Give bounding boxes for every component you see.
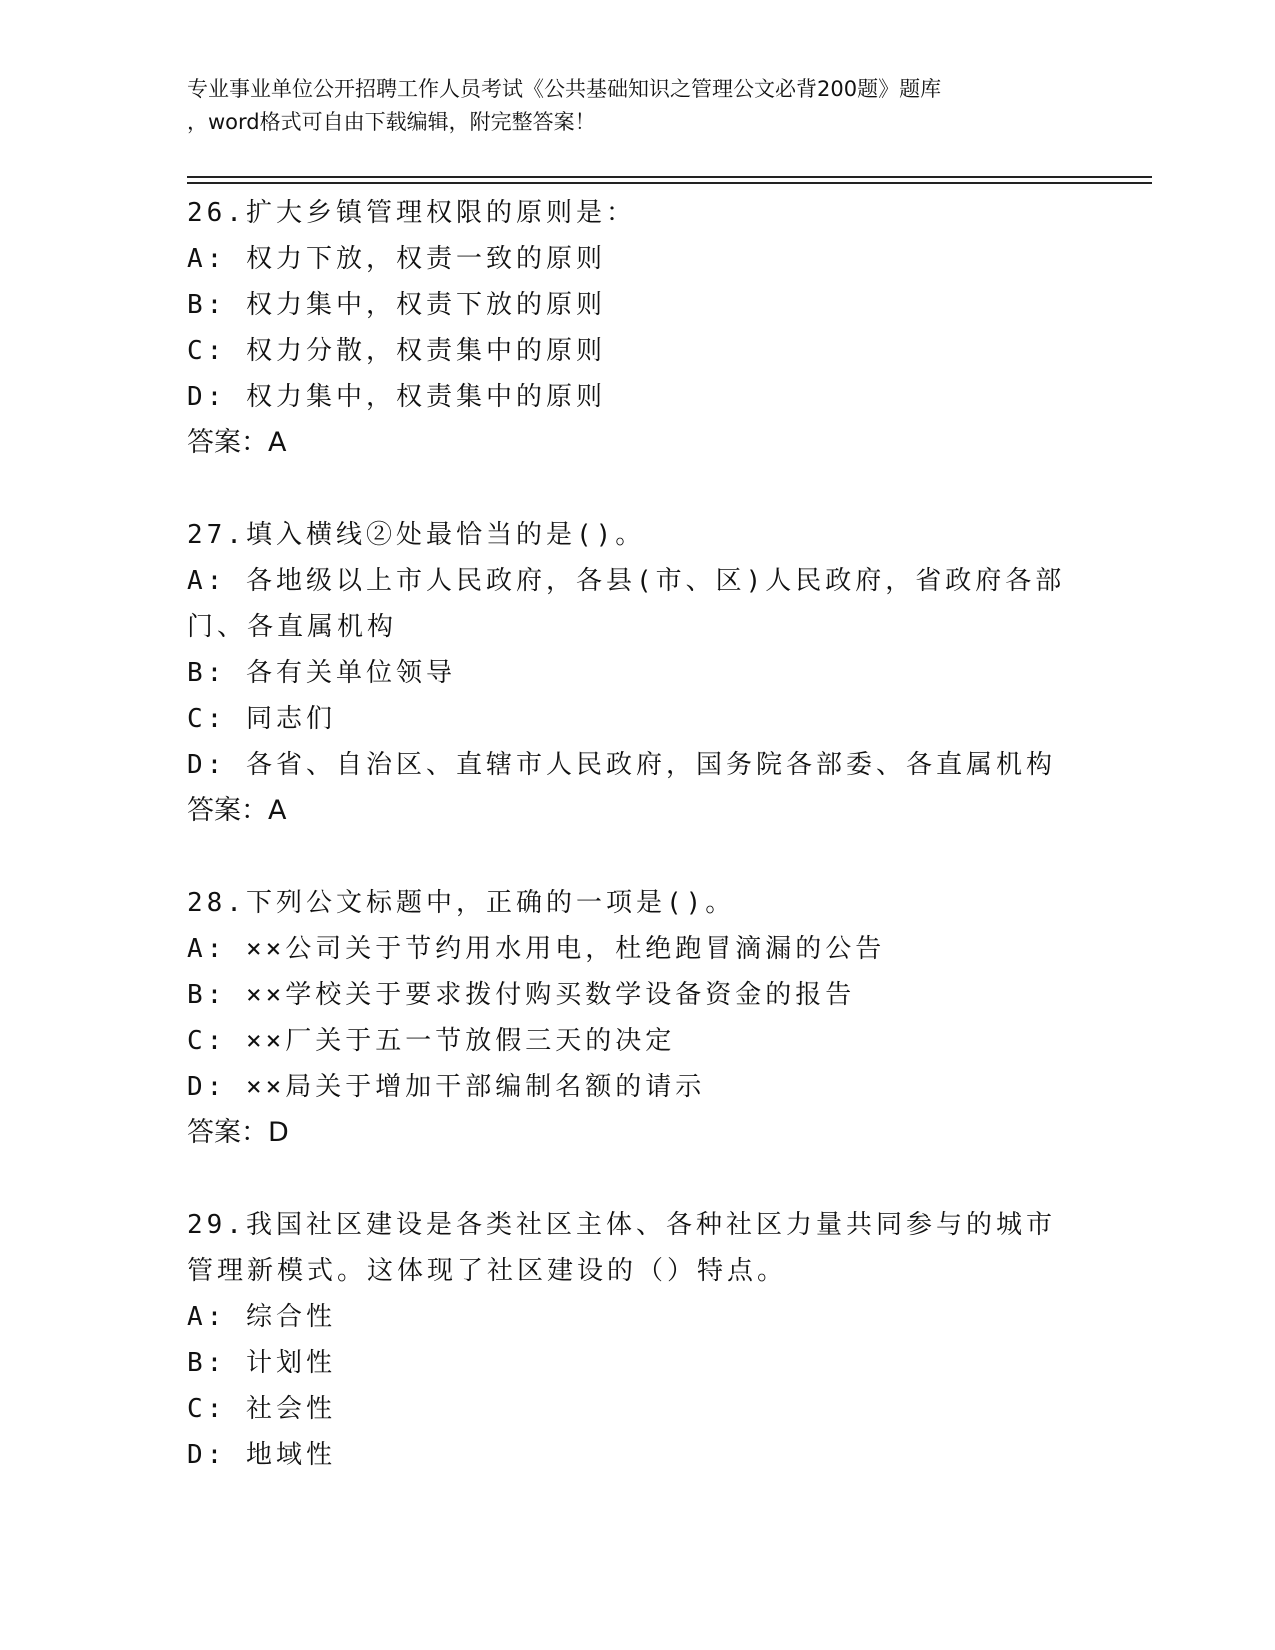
question-list <box>187 190 1147 1478</box>
question-stem: 26.扩大乡镇管理权限的原则是： <box>187 198 636 228</box>
option-d: D: ××局关于增加干部编制名额的请示 <box>187 1072 706 1102</box>
answer-label: 答案： <box>187 795 268 826</box>
question-stem: 29.我国社区建设是各类社区主体、各种社区力量共同参与的城市管理新模式。这体现了社区建设的（）特点。 <box>187 1210 1056 1286</box>
option-b: B: ××学校关于要求拨付购买数学设备资金的报告 <box>187 980 856 1010</box>
header-line-1: 专业事业单位公开招聘工作人员考试《公共基础知识之管理公文必背200题》题库 <box>187 77 942 101</box>
option-a: A: 各地级以上市人民政府，各县(市、区)人民政府，省政府各部门、各直属机构 <box>187 566 1066 642</box>
answer-line <box>187 1110 1147 1156</box>
question-27 <box>187 512 1147 834</box>
question-26 <box>187 190 1147 466</box>
page-header <box>187 73 1087 139</box>
answer-line <box>187 788 1147 834</box>
question-stem: 27.填入横线②处最恰当的是()。 <box>187 520 646 550</box>
option-b: B: 各有关单位领导 <box>187 658 456 688</box>
option-c: C: 同志们 <box>187 704 336 734</box>
option-a: A: ××公司关于节约用水用电，杜绝跑冒滴漏的公告 <box>187 934 886 964</box>
answer-value: A <box>268 795 287 826</box>
question-gap <box>187 1156 1147 1202</box>
answer-value: D <box>268 1117 289 1148</box>
question-28 <box>187 880 1147 1156</box>
question-gap <box>187 466 1147 512</box>
option-c: C: 权力分散，权责集中的原则 <box>187 336 606 366</box>
option-b: B: 计划性 <box>187 1348 336 1378</box>
question-stem: 28.下列公文标题中，正确的一项是()。 <box>187 888 736 918</box>
header-divider-bottom <box>187 182 1152 184</box>
header-line-2: ，word格式可自由下载编辑，附完整答案！ <box>187 110 596 134</box>
answer-label: 答案： <box>187 427 268 458</box>
option-b: B: 权力集中，权责下放的原则 <box>187 290 606 320</box>
option-d: D: 各省、自治区、直辖市人民政府，国务院各部委、各直属机构 <box>187 750 1056 780</box>
option-d: D: 权力集中，权责集中的原则 <box>187 382 606 412</box>
answer-line <box>187 420 1147 466</box>
option-a: A: 权力下放，权责一致的原则 <box>187 244 606 274</box>
answer-label: 答案： <box>187 1117 268 1148</box>
question-29 <box>187 1202 1147 1478</box>
answer-value: A <box>268 427 287 458</box>
option-c: C: ××厂关于五一节放假三天的决定 <box>187 1026 676 1056</box>
option-d: D: 地域性 <box>187 1440 336 1470</box>
option-c: C: 社会性 <box>187 1394 336 1424</box>
header-divider-top <box>187 176 1152 178</box>
option-a: A: 综合性 <box>187 1302 336 1332</box>
question-gap <box>187 834 1147 880</box>
